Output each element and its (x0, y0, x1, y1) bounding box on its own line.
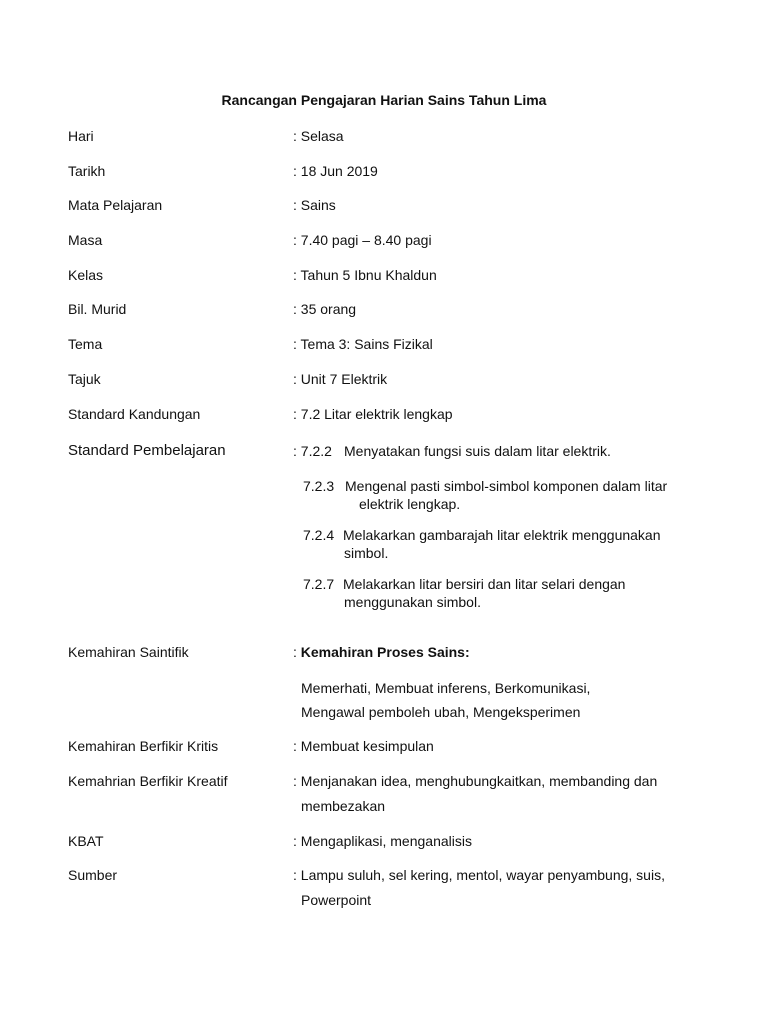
label-mata-pelajaran: Mata Pelajaran (68, 197, 163, 213)
label-kbat: KBAT (68, 833, 104, 849)
label-masa: Masa (68, 232, 103, 248)
sp-text: Melakarkan litar bersiri dan litar selari dengan (343, 576, 626, 592)
sp-text: Menyatakan fungsi suis dalam litar elektrik. (344, 443, 611, 459)
label-tarikh: Tarikh (68, 163, 106, 179)
sp-text-cont: simbol. (344, 545, 389, 561)
value-kemahiran-berfikir-kreatif-cont: membezakan (301, 798, 386, 814)
label-kemahiran-berfikir-kreatif: Kemahrian Berfikir Kreatif (68, 773, 228, 789)
value-tajuk: : Unit 7 Elektrik (293, 371, 388, 387)
sp-text-cont: menggunakan simbol. (344, 594, 481, 610)
label-kemahiran-berfikir-kritis: Kemahiran Berfikir Kritis (68, 738, 219, 754)
value-mata-pelajaran: : Sains (293, 197, 336, 213)
ks-colon: : (293, 644, 301, 660)
value-sumber: : Lampu suluh, sel kering, mentol, wayar penyambung, suis, (293, 867, 665, 883)
value-hari: : Selasa (293, 128, 344, 144)
label-hari: Hari (68, 128, 94, 144)
label-standard-pembelajaran: Standard Pembelajaran (68, 442, 226, 459)
value-sumber-cont: Powerpoint (301, 892, 372, 908)
label-kelas: Kelas (68, 267, 104, 283)
ks-line1: Memerhati, Membuat inferens, Berkomunikasi, (301, 680, 591, 696)
sp-text-cont: elektrik lengkap. (359, 496, 461, 512)
sp-item (303, 526, 661, 562)
label-sumber: Sumber (68, 867, 118, 883)
value-kemahiran-berfikir-kritis: : Membuat kesimpulan (293, 738, 434, 754)
value-kemahiran-berfikir-kreatif: : Menjanakan idea, menghubungkaitkan, membanding dan (293, 773, 658, 789)
sp-code: 7.2.4 (303, 527, 335, 543)
value-kemahiran-saintifik (293, 644, 470, 660)
sp-code: 7.2.7 (303, 576, 335, 592)
value-standard-kandungan: : 7.2 Litar elektrik lengkap (293, 406, 453, 422)
sp-code: : 7.2.2 (293, 443, 332, 459)
sp-item (303, 575, 625, 611)
value-masa: : 7.40 pagi – 8.40 pagi (293, 232, 432, 248)
sp-text: Mengenal pasti simbol-simbol komponen dalam litar (345, 478, 668, 494)
label-bil-murid: Bil. Murid (68, 301, 127, 317)
sp-item (303, 477, 667, 513)
label-kemahiran-saintifik: Kemahiran Saintifik (68, 644, 189, 660)
value-kelas: : Tahun 5 Ibnu Khaldun (293, 267, 437, 283)
label-standard-kandungan: Standard Kandungan (68, 406, 201, 422)
ks-heading: Kemahiran Proses Sains: (300, 644, 470, 660)
sp-item (293, 442, 611, 460)
page-title: Rancangan Pengajaran Harian Sains Tahun Lima (221, 92, 547, 108)
sp-code: 7.2.3 (303, 478, 335, 494)
ks-line2: Mengawal pemboleh ubah, Mengeksperimen (301, 704, 581, 720)
value-tema: : Tema 3: Sains Fizikal (293, 336, 433, 352)
value-tarikh: : 18 Jun 2019 (293, 163, 378, 179)
label-tajuk: Tajuk (68, 371, 101, 387)
label-tema: Tema (68, 336, 103, 352)
sp-text: Melakarkan gambarajah litar elektrik menggunakan (343, 527, 661, 543)
value-bil-murid: : 35 orang (293, 301, 357, 317)
value-kbat: : Mengaplikasi, menganalisis (293, 833, 472, 849)
